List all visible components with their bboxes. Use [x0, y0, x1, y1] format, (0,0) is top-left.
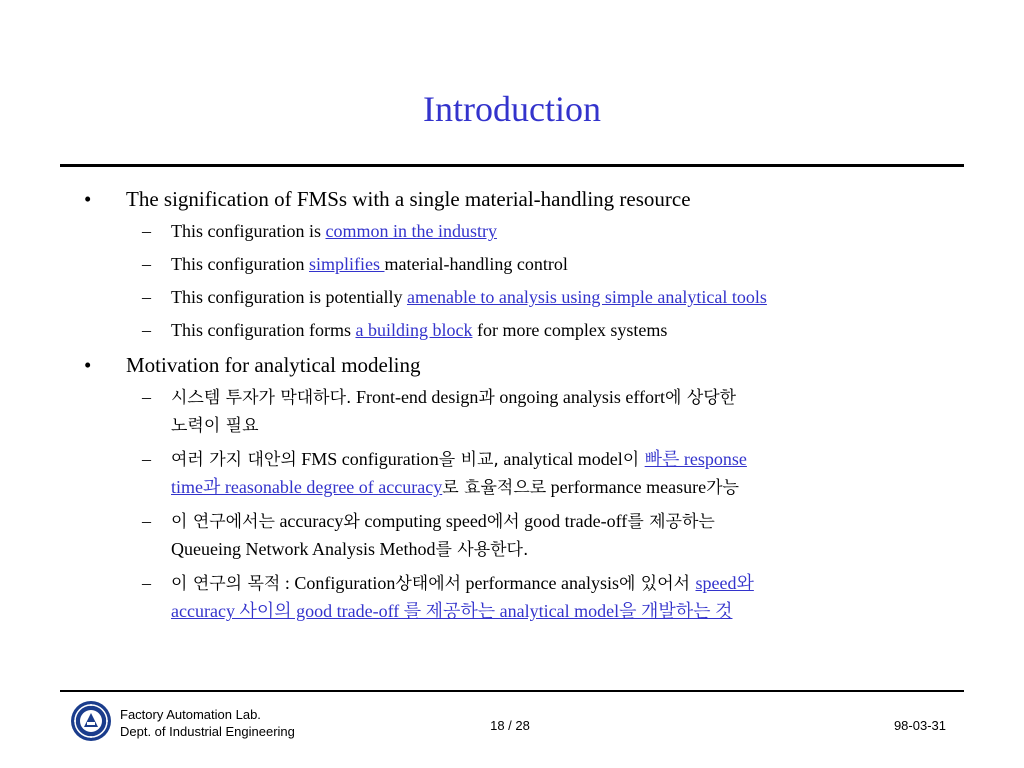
- dash-marker: –: [142, 573, 151, 593]
- korean-text: 과: [478, 388, 495, 408]
- dash-marker: –: [142, 387, 151, 407]
- sub-item: [84, 284, 981, 311]
- dash-marker: –: [142, 254, 151, 274]
- sub-item: [84, 446, 981, 502]
- sub-text: : Configuration: [280, 573, 396, 593]
- sub-text: performance measure: [546, 477, 707, 497]
- hyperlink[interactable]: 빠른 response: [644, 449, 747, 469]
- sub-item: [84, 218, 981, 245]
- hyperlink[interactable]: amenable to analysis using simple analytical tools: [406, 287, 767, 307]
- sub-text: material-handling control: [384, 254, 568, 274]
- slide-footer: [0, 698, 1024, 748]
- slide-title: Introduction: [423, 89, 601, 129]
- sub-item: [84, 570, 981, 625]
- dash-marker: –: [142, 287, 151, 307]
- sub-text: accuracy: [274, 511, 344, 531]
- sub-text: FMS configuration: [296, 449, 439, 469]
- sub-text: analytical model: [498, 449, 623, 469]
- page-number: 18 / 28: [490, 718, 530, 733]
- korean-text: 시스템 투자가 막대하다.: [171, 388, 352, 408]
- bullet-marker: •: [84, 353, 92, 377]
- korean-text: 이: [622, 450, 645, 470]
- university-seal-icon: [70, 700, 112, 742]
- dash-marker: –: [142, 511, 151, 531]
- dash-marker: –: [142, 221, 151, 241]
- korean-text: 노력이 필요: [171, 416, 259, 436]
- sub-text: Front-end design: [351, 387, 479, 407]
- hyperlink[interactable]: accuracy 사이의 good trade-off 를 제공하는 analytical model을 개발하는 것: [171, 601, 733, 621]
- dash-marker: –: [142, 449, 151, 469]
- hyperlink[interactable]: a building block: [355, 320, 473, 340]
- slide-date: 98-03-31: [893, 718, 946, 733]
- hyperlink[interactable]: common in the industry: [325, 221, 497, 241]
- sub-text: Queueing Network Analysis Method: [171, 539, 436, 559]
- korean-text: 와: [343, 512, 360, 532]
- bullet-item: [84, 184, 954, 214]
- korean-text: 여러 가지 대안의: [171, 450, 297, 470]
- sub-text: This configuration is potentially: [171, 287, 407, 307]
- sub-text: This configuration: [171, 254, 309, 274]
- korean-text: 상태에서: [395, 574, 462, 594]
- sub-item: [84, 251, 981, 278]
- korean-text: 이 연구에서는: [171, 512, 275, 532]
- sub-text: for more complex systems: [472, 320, 668, 340]
- footer-affiliation: [120, 706, 295, 740]
- sub-text: computing speed: [359, 511, 487, 531]
- korean-text: 를 제공하는: [627, 512, 715, 532]
- sub-text: performance analysis: [461, 573, 619, 593]
- hyperlink[interactable]: time과 reasonable degree of accuracy: [171, 477, 443, 497]
- department-name: Dept. of Industrial Engineering: [120, 724, 295, 739]
- dash-marker: –: [142, 320, 151, 340]
- korean-text: 에 있어서: [618, 574, 696, 594]
- hyperlink[interactable]: simplifies: [308, 254, 385, 274]
- lab-name: Factory Automation Lab.: [120, 707, 261, 722]
- korean-text: 이 연구의 목적: [171, 574, 281, 594]
- sub-item: [84, 508, 981, 564]
- sub-text: This configuration forms: [171, 320, 356, 340]
- sub-text: ongoing analysis effort: [494, 387, 665, 407]
- korean-text: 로 효율적으로: [442, 478, 547, 498]
- hyperlink[interactable]: speed와: [695, 573, 754, 593]
- bullet-text: The signification of FMSs with a single material-handling resource: [126, 187, 691, 211]
- bullet-marker: •: [84, 187, 92, 211]
- korean-text: 에 상당한: [665, 388, 737, 408]
- sub-text: This configuration is: [171, 221, 326, 241]
- sub-text: good trade-off: [519, 511, 628, 531]
- slide-content: [84, 184, 954, 631]
- korean-text: 가능: [706, 478, 739, 498]
- korean-text: 를 사용한다.: [435, 540, 529, 560]
- bullet-item: [84, 350, 954, 380]
- sub-item: [84, 384, 981, 440]
- bullet-text: Motivation for analytical modeling: [126, 353, 421, 377]
- title-divider: [60, 164, 964, 167]
- sub-item: [84, 317, 981, 344]
- korean-text: 에서: [486, 512, 520, 532]
- footer-divider: [60, 690, 964, 692]
- korean-text: 을 비교,: [438, 450, 499, 470]
